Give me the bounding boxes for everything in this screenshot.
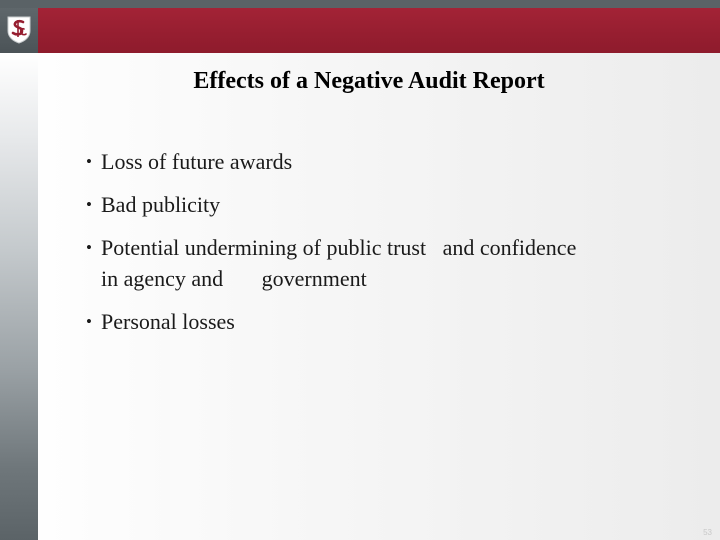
bullet-text: Potential undermining of public trust and confidence in agency and government [101,235,577,291]
bullet-item [86,189,686,220]
bullet-item [86,232,686,294]
bullet-point-icon: • [86,152,92,171]
bullet-text: Bad publicity [101,192,221,217]
bullet-item [86,146,686,177]
bullet-list [86,146,686,349]
bullet-point-icon: • [86,238,92,257]
bullet-point-icon: • [86,195,92,214]
bullet-text: Personal losses [101,309,235,334]
header-bar [0,8,720,53]
university-shield-logo-icon [7,16,31,44]
bullet-item [86,306,686,337]
side-bar [0,53,38,540]
logo-box [0,8,38,53]
top-strip [0,0,720,8]
slide-title: Effects of a Negative Audit Report [193,68,545,94]
page-number: 53 [703,528,712,537]
bullet-text: Loss of future awards [101,149,293,174]
bullet-point-icon: • [86,312,92,331]
